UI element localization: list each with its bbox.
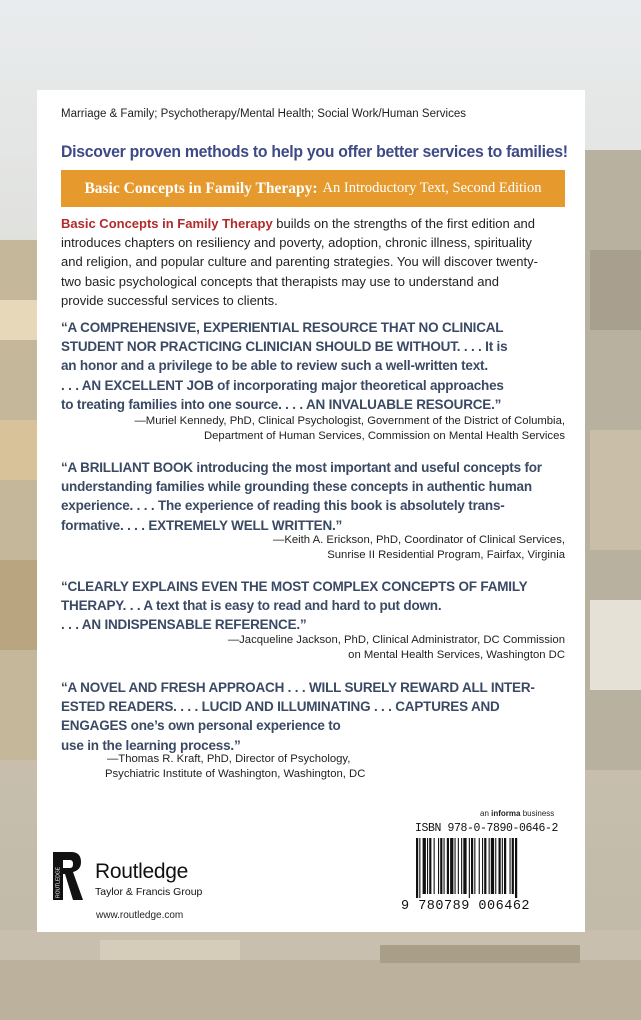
attribution-line: —Jacqueline Jackson, PhD, Clinical Administrator, DC Commission [227,634,565,646]
barcode-bar [427,838,428,894]
quote-line: ESTED READERS. . . . LUCID AND ILLUMINATING . . . CAPTURES AND [61,699,500,715]
intro-line: provide successful services to clients. [61,292,278,308]
quote-line: to treating families into one source. . . . AN INVALUABLE RESOURCE.” [61,396,502,412]
review-attribution [134,414,565,444]
barcode-bar [502,838,503,894]
subject-category: Marriage & Family; Psychotherapy/Mental Health; Social Work/Human Services [61,108,466,120]
barcode [414,838,564,898]
barcode-bar [474,838,475,894]
review-quote [61,318,569,414]
barcode-bar [491,838,494,894]
review-quote [61,458,569,535]
barcode-bar [444,838,445,894]
barcode-bar [515,838,517,898]
informa-business-label: an informa business [480,809,555,818]
barcode-bar [471,838,473,894]
intro-line: introduces chapters on resiliency and poverty, adoption, chronic illness, spirituality [61,235,532,251]
quote-line: experience. . . . The experience of reading this book is absolutely trans- [61,498,505,514]
intro-line: Basic Concepts in Family Therapy builds on the strengths of the first edition and [61,216,536,231]
quote-line: formative. . . . EXTREMELY WELL WRITTEN.” [61,517,343,533]
barcode-bar [447,838,449,894]
barcode-bar [463,838,466,894]
barcode-bar [434,838,435,894]
attribution-line: —Muriel Kennedy, PhD, Clinical Psychologist, Government of the District of Columbia, [134,415,565,427]
intro-lead-title: Basic Concepts in Family Therapy [61,216,273,231]
attribution-line: —Keith A. Erickson, PhD, Coordinator of Clinical Services, [273,534,565,546]
review-attribution [105,752,365,782]
barcode-bar [510,838,511,894]
quote-line: STUDENT NOR PRACTICING CLINICIAN SHOULD BE WITHOUT. . . . It is [61,339,508,355]
barcode-bar [423,838,426,894]
logo-text: ROUTLEDGE [55,866,62,898]
barcode-bar [479,838,480,894]
barcode-bar [512,838,514,894]
isbn-label: ISBN 978-0-7890-0646-2 [415,822,559,835]
barcode-bar [499,838,501,894]
quote-line: . . . AN EXCELLENT JOB of incorporating major theoretical approaches [61,377,504,393]
barcode-bar [484,838,486,894]
quote-line: ENGAGES one’s own personal experience to [61,718,341,734]
quote-line: THERAPY. . . A text that is easy to read and hard to put down. [61,598,442,614]
barcode-bar [419,838,420,898]
barcode-bar [458,838,459,894]
quote-line: “A COMPREHENSIVE, EXPERIENTIAL RESOURCE THAT NO CLINICAL [61,320,504,335]
barcode-bar [455,838,456,894]
quote-line: “CLEARLY EXPLAINS EVEN THE MOST COMPLEX CONCEPTS OF FAMILY [61,579,528,594]
headline: Discover proven methods to help you offer better services to families! [61,142,568,161]
barcode-bar [482,838,483,894]
publisher-name: Routledge [95,860,189,883]
review-attribution [273,533,565,563]
quote-line: an honor and a privilege to be able to review such a well-written text. [61,358,488,374]
review-attribution [228,633,565,663]
attribution-line: —Thomas R. Kraft, PhD, Director of Psychology, [107,753,351,765]
quote-line: understanding families while grounding these concepts in authentic human [61,479,532,495]
intro-paragraph [61,214,567,310]
intro-line: two basic psychological concepts that therapists may use to understand and [61,273,499,289]
barcode-number: 9 780789 006462 [401,899,531,914]
intro-line: and religion, and popular culture and parenting strategies. You will discover twenty- [61,254,538,270]
barcode-bar [438,838,439,894]
publisher-url: www.routledge.com [96,910,184,921]
barcode-bar [489,838,490,894]
quote-line: “A BRILLIANT BOOK introducing the most important and useful concepts for [61,460,542,475]
barcode-bar [504,838,506,894]
book-subtitle: An Introductory Text, Second Edition [322,180,542,196]
attribution-line: on Mental Health Services, Washington DC [348,649,565,662]
barcode-bar [469,838,470,898]
attribution-line: Psychiatric Institute of Washington, Washington, DC [105,768,366,781]
quote-line: . . . AN INDISPENSABLE REFERENCE.” [61,617,307,633]
attribution-line: Department of Human Services, Commission on Mental Health Services [203,430,565,443]
review-quote [61,577,569,635]
barcode-bar [495,838,496,894]
barcode-bar [450,838,453,894]
barcode-bar [429,838,431,894]
barcode-bar [416,838,418,898]
quote-line: “A NOVEL AND FRESH APPROACH . . . WILL SURELY REWARD ALL INTER- [61,680,535,695]
quote-line: use in the learning process.” [61,737,241,753]
barcode-bar [440,838,442,894]
publisher-group: Taylor & Francis Group [95,886,203,898]
review-quote [61,678,569,755]
routledge-logo-icon [51,850,87,902]
title-bar [61,170,565,207]
barcode-bar [461,838,462,894]
book-title: Basic Concepts in Family Therapy: [84,179,318,197]
attribution-line: Sunrise II Residential Program, Fairfax, Virginia [327,549,565,562]
